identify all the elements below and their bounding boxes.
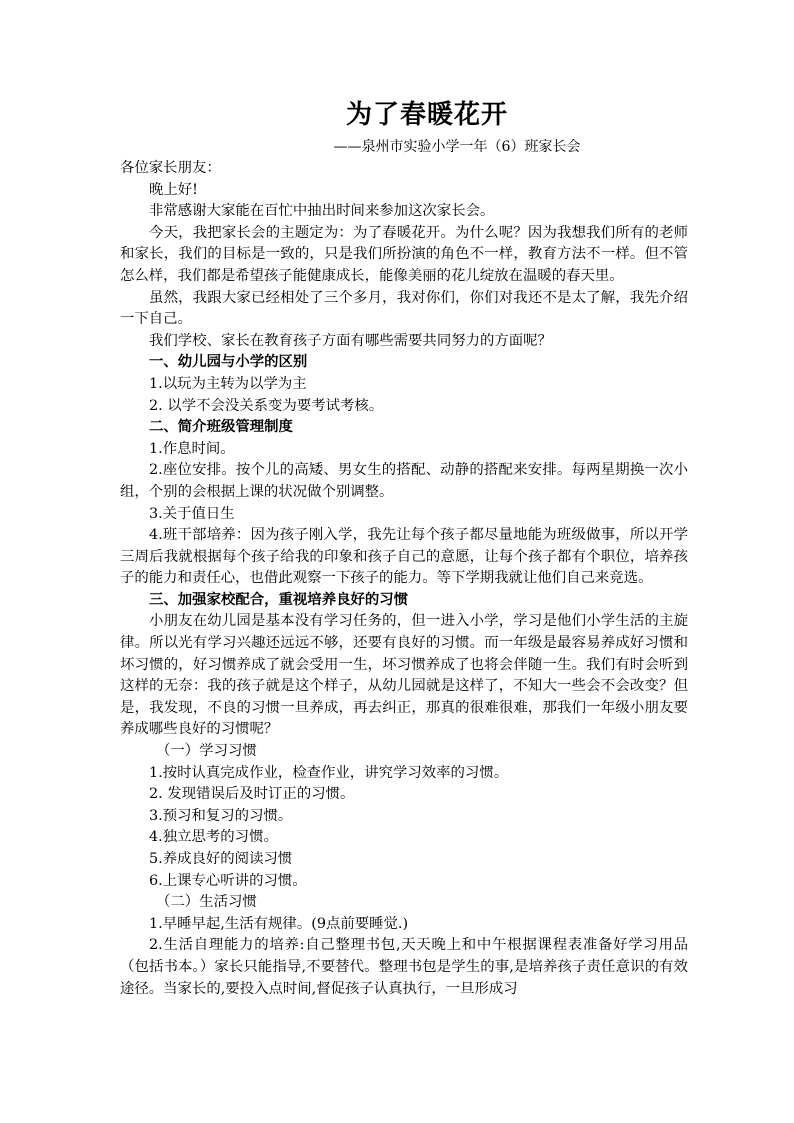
- section-heading: 一、幼儿园与小学的区别: [149, 354, 308, 371]
- paragraph: 我们学校、家长在教育孩子方面有哪些需要共同努力的方面呢？: [149, 332, 552, 349]
- paragraph: 2.生活自理能力的培养:自己整理书包,天天晚上和中午根据课程表准备好学习用品（包括书本。）家长只能指导,不要替代。整理书包是学生的事,是培养孩子责任意识的有效途径。当家长的,要投入点时间,督促孩子认真执行，一旦形成习: [120, 937, 688, 997]
- document-title: 为了春暖花开: [345, 100, 508, 130]
- paragraph: 5.养成良好的阅读习惯: [149, 851, 293, 867]
- paragraph: 2. 以学不会没关系变为要考试考核。: [149, 397, 384, 414]
- paragraph: 1.作息时间。: [149, 440, 235, 457]
- subsection-heading: （二）生活习惯: [156, 894, 257, 911]
- paragraph: 1.按时认真完成作业，检查作业，讲究学习效率的习惯。: [149, 764, 509, 781]
- paragraph: 1.以玩为主转为以学为主: [149, 375, 307, 392]
- paragraph: 2. 发现错误后及时订正的习惯。: [149, 786, 355, 803]
- document-body: [120, 158, 688, 1000]
- section-heading: 二、简介班级管理制度: [149, 419, 293, 436]
- paragraph: 4.班干部培养：因为孩子刚入学，我先让每个孩子都尽量地能为班级做事，所以开学三周后我就根据每个孩子给我的印象和孩子自己的意愿，让每个孩子都有个职位，培养孩子的能力和责任心，也借此观察一下孩子的能力。等下学期我就让他们自己来竞选。: [120, 527, 688, 587]
- section-heading: 三、加强家校配合，重视培养良好的习惯: [149, 591, 409, 608]
- paragraph: 非常感谢大家能在百忙中抽出时间来参加这次家长会。: [149, 203, 495, 220]
- paragraph: 虽然，我跟大家已经相处了三个多月，我对你们，你们对我还不是太了解，我先介绍一下自己。: [120, 289, 688, 328]
- paragraph: 3.关于值日生: [149, 505, 235, 522]
- paragraph: 小朋友在幼儿园是基本没有学习任务的，但一进入小学，学习是他们小学生活的主旋律。所以光有学习兴趣还远远不够，还要有良好的习惯。而一年级是最容易养成好习惯和坏习惯的，好习惯养成了就会受用一生，坏习惯养成了也将会伴随一生。我们有时会听到这样的无奈：我的孩子就是这个样子，从幼儿园就是这样了，不知大一些会不会改变？但是，我发现，不良的习惯一旦养成，再去纠正，那真的很难很难，那我们一年级小朋友要养成哪些良好的习惯呢？: [120, 613, 688, 738]
- paragraph: 4.独立思考的习惯。: [149, 829, 278, 846]
- subsection-heading: （一）学习习惯: [156, 743, 257, 760]
- document-subtitle: ——泉州市实验小学一年（6）班家长会: [333, 139, 581, 155]
- paragraph: 2.座位安排。按个儿的高矮、男女生的搭配、动静的搭配来安排。每两星期换一次小组，个别的会根据上课的状况做个别调整。: [120, 462, 688, 500]
- paragraph: 晚上好!: [149, 181, 198, 198]
- paragraph: 3.预习和复习的习惯。: [149, 807, 293, 824]
- paragraph: 6.上课专心听讲的习惯。: [149, 872, 307, 889]
- paragraph: 今天，我把家长会的主题定为：为了春暖花开。为什么呢？因为我想我们所有的老师和家长，我们的目标是一致的，只是我们所扮演的角色不一样，教育方法不一样。但不管怎么样，我们都是希望孩子能健康成长，能像美丽的花儿绽放在温暖的春天里。: [120, 224, 688, 284]
- paragraph: 1.早睡早起,生活有规律。(9点前要睡觉.): [149, 915, 409, 932]
- paragraph: 各位家长朋友：: [120, 160, 221, 176]
